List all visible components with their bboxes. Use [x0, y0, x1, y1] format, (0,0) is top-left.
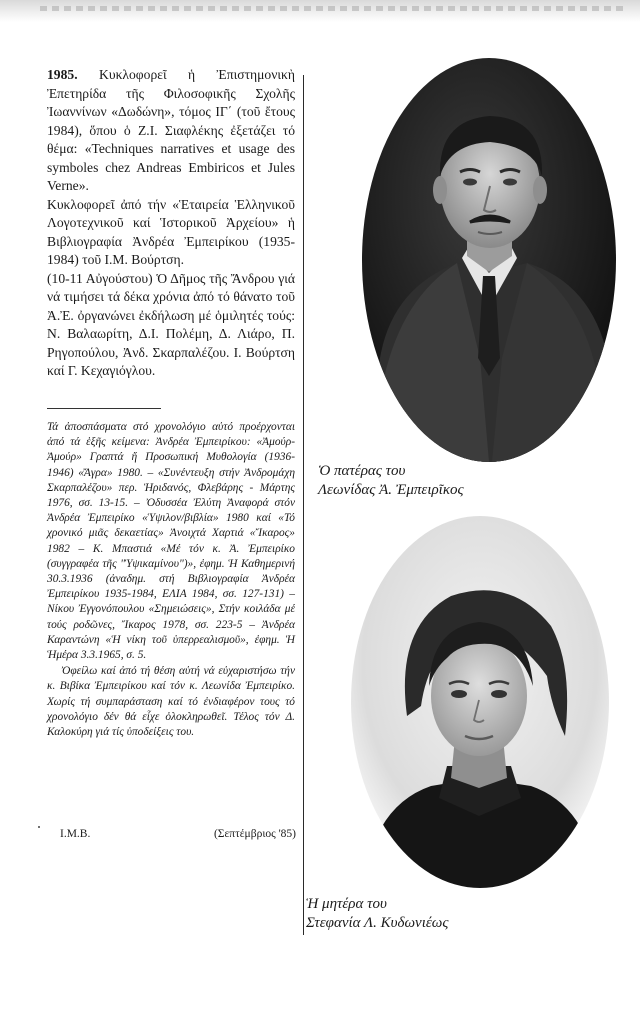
- paragraph-bibliography: Κυκλοφορεῖ ἀπό τήν «Ἑταιρεία Ἑλληνικοῦ Λογοτεχνικοῦ καί Ἱστορικοῦ Ἀρχείου» ἡ Βιβλιογραφία Ἀνδρέα Ἐμπειρίκου (1935-1984) τοῦ Ι.Μ. Βούρτση.: [47, 196, 295, 267]
- entry-text: Κυκλοφορεῖ ἡ Ἐπιστημονικὴ Ἐπετηρίδα τῆς Φιλοσοφικῆς Σχολῆς Ἰωαννίνων «Δωδώνη», τόμος ΙΓ΄ (τοῦ ἔτους 1984), ὅπου ὁ Ζ.Ι. Σιαφλέκης ἐξετάζει τό θέμα: «Techniques narratives et usage des symboles chez Andreas Embiricos et Jules Verne».: [47, 67, 295, 193]
- father-caption-line-2: Λεωνίδας Ἀ. Ἐμπειρῖκος: [318, 482, 464, 498]
- signature-date: (Σεπτέμβριος '85): [213, 828, 296, 840]
- father-portrait-photo: [362, 58, 616, 462]
- paragraph-1985: [47, 66, 295, 196]
- footnote-rule: [47, 408, 161, 409]
- chronology-text: [47, 66, 295, 381]
- signature-line: [60, 828, 296, 840]
- mother-portrait-photo: [351, 516, 609, 888]
- author-initials: Ι.Μ.Β.: [60, 828, 91, 840]
- paragraph-andros-event: (10-11 Αὐγούστου) Ὁ Δῆμος τῆς Ἄνδρου γιά νά τιμήσει τά δέκα χρόνια ἀπό τό θάνατο τοῦ Ἀ.Ἐ. ὀργανώνει ἐκδήλωση μέ ὁμιλητές τούς: Ν. Βαλαωρίτη, Δ.Ι. Πολέμη, Δ. Λιάρο, Π. Ρηγοπούλου, Ἀνδ. Σκαρπαλέζου. Ι. Βούρτση καί Γ. Κεχαγιόγλου.: [47, 270, 295, 378]
- column-divider: [303, 75, 304, 935]
- mother-caption-line-2: Στεφανία Λ. Κυδωνιέως: [306, 915, 449, 931]
- mother-caption-line-1: Ἡ μητέρα του: [306, 896, 387, 912]
- margin-mark: [38, 826, 40, 828]
- mother-caption: [306, 895, 448, 933]
- father-caption-line-1: Ὁ πατέρας του: [318, 463, 406, 479]
- scan-top-edge: [0, 0, 640, 22]
- father-caption: [318, 462, 464, 500]
- entry-year: 1985.: [47, 67, 78, 82]
- footnote-sources: Τά ἀποσπάσματα στό χρονολόγιο αὐτό προέρχονται ἀπό τά ἑξῆς κείμενα: Ἀνδρέα Ἐμπειρίκου: «Ἀμούρ-Ἀμούρ» Γραπτά ἤ Προσωπική Μυθολογία (1936-1946) «Ἄγρα» 1980. – «Συνέντευξη στήν Ἀνδρομάχη Σκαρπαλέζου» περ. Ἡριδανός, Φλεβάρης - Μάρτης 1976, σσ. 13-15. – Ὀδυσσέα Ἐλύτη Ἀναφορά στόν Ἀνδρέα Ἐμπειρίκο «Ὑψιλον/βιβλία» 1980 καί «Τό χρονικό μιᾶς δεκαετίας» Ἀνοιχτά Χαρτιά «Ἴκαρος» 1982 – Κ. Μπαστιά «Μέ τόν κ. Ἀ. Ἐμπειρίκο (συγγραφέα τῆς "Ὑψικαμίνου")», ἐφημ. Ἡ Καθημερινή 30.3.1936 (ἀναδημ. στή Βιβλιογραφία Ἀνδρέα Ἐμπειρίκου 1935-1984, ΕΛΙΑ 1984, σσ. 127-131) – Νίκου Ἐγγονόπουλου «Σημειώσεις», Στήν κοιλάδα μέ τούς ροδῶνες, Ἴκαρος 1978, σσ. 223-5 – Ἀνδρέα Καραντώνη «Ἡ νίκη τοῦ ὑπερρεαλισμοῦ», ἐφημ. Ἡ Ἡμέρα 3.3.1965, σ. 5.: [47, 421, 295, 662]
- footnotes: [47, 420, 295, 740]
- footnote-acknowledgements: Ὀφείλω καί ἀπό τή θέση αὐτή νά εὐχαριστήσω τήν κ. Βιβίκα Ἐμπειρίκου καί τόν κ. Λεωνίδα Ἐμπειρίκο. Χωρίς τή συμπαράσταση καί τό ἐνδιαφέρον τους τό χρονολόγιο δέν θά εἶχε ὁλοκληρωθεῖ. Τέλος τόν Δ. Καλοκύρη γιά τίς ὑποδείξεις του.: [47, 665, 295, 739]
